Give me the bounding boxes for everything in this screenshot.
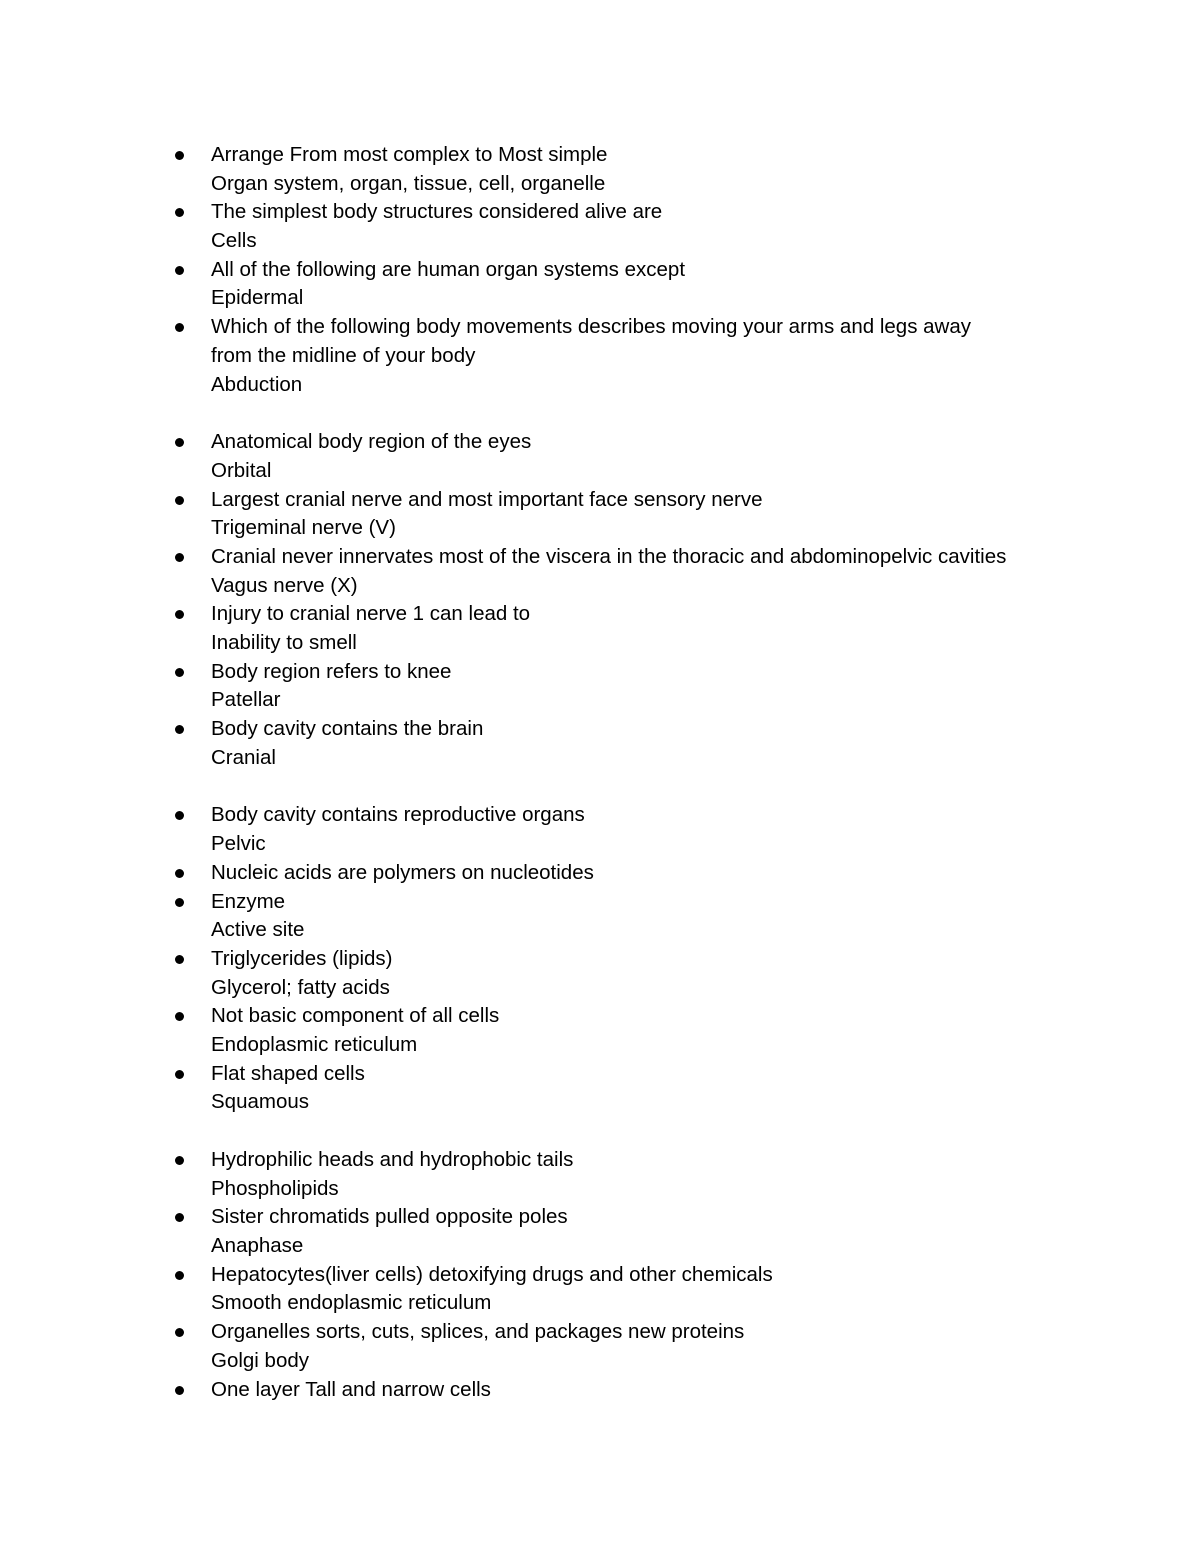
list-item <box>0 658 1071 715</box>
bullet-icon <box>175 1156 184 1165</box>
answer-text: Anaphase <box>211 1234 304 1258</box>
question-text: Arrange From most complex to Most simple <box>211 143 608 166</box>
question-text: Enzyme <box>211 889 286 913</box>
question-text: Triglycerides (lipids) <box>211 946 393 970</box>
bullet-icon <box>175 1386 184 1395</box>
bullet-icon <box>175 151 184 160</box>
question-text: The simplest body structures considered alive are <box>211 200 663 224</box>
bullet-icon <box>175 1012 184 1021</box>
answer-text: Endoplasmic reticulum <box>211 1032 418 1056</box>
bullet-icon <box>175 1213 184 1222</box>
bullet-icon <box>175 438 184 447</box>
answer-text: from the midline of your body <box>211 343 476 367</box>
list-item <box>0 543 1071 600</box>
question-text: Body cavity contains the brain <box>211 717 484 741</box>
list-item <box>0 1318 1071 1375</box>
answer-text: Epidermal <box>211 286 304 310</box>
question-text: Flat shaped cells <box>211 1061 365 1085</box>
list-item <box>0 1060 1071 1117</box>
bullet-icon <box>175 811 184 820</box>
answer-text: Trigeminal nerve (V) <box>211 516 396 540</box>
question-text: Hydrophilic heads and hydrophobic tails <box>211 1148 574 1171</box>
answer-text: Phospholipids <box>211 1176 339 1200</box>
list-item <box>0 1261 1071 1318</box>
answer-text: Orbital <box>211 458 272 482</box>
list-item <box>0 859 1071 888</box>
bullet-icon <box>175 1070 184 1079</box>
answer-text: Cells <box>211 229 257 253</box>
bullet-icon <box>175 869 184 878</box>
answer-text: Abduction <box>211 372 303 396</box>
question-text: Sister chromatids pulled opposite poles <box>211 1205 568 1229</box>
list-item <box>0 1203 1071 1260</box>
bullet-icon <box>175 725 184 734</box>
answer-text: Squamous <box>211 1090 310 1114</box>
bullet-icon <box>175 553 184 562</box>
answer-text: Cranial <box>211 745 276 769</box>
question-text: Which of the following body movements describes moving your arms and legs away <box>211 315 971 339</box>
answer-text: Patellar <box>211 688 281 712</box>
list-item <box>0 198 1071 255</box>
bullet-icon <box>175 1271 184 1280</box>
question-text: Anatomical body region of the eyes <box>211 430 532 454</box>
answer-text: Vagus nerve (X) <box>211 573 358 597</box>
bullet-icon <box>175 668 184 677</box>
list-item <box>0 141 1071 198</box>
answer-text: Pelvic <box>211 832 266 856</box>
question-text: Cranial never innervates most of the viscera in the thoracic and abdominopelvic cavities <box>211 544 1007 568</box>
answer-text: Smooth endoplasmic reticulum <box>211 1291 492 1315</box>
list-item <box>0 1002 1071 1059</box>
list-item <box>0 256 1071 313</box>
answer-text: Inability to smell <box>211 631 357 654</box>
answer-text: Golgi body <box>211 1348 310 1372</box>
bullet-icon <box>175 496 184 505</box>
list-item <box>0 801 1071 858</box>
bullet-icon <box>175 898 184 907</box>
question-text: Body region refers to knee <box>211 659 452 683</box>
answer-text: Active site <box>211 918 305 942</box>
question-text: Largest cranial nerve and most important face sensory nerve <box>211 487 763 511</box>
list-item <box>0 600 1071 657</box>
bullet-icon <box>175 266 184 275</box>
list-item <box>0 888 1071 945</box>
question-text: Nucleic acids are polymers on nucleotides <box>211 860 594 884</box>
question-text: Not basic component of all cells <box>211 1004 500 1028</box>
question-text: Hepatocytes(liver cells) detoxifying drugs and other chemicals <box>211 1262 773 1286</box>
answer-text: Organ system, organ, tissue, cell, organelle <box>211 171 606 195</box>
question-text: Injury to cranial nerve 1 can lead to <box>211 602 531 626</box>
question-text: One layer Tall and narrow cells <box>211 1377 491 1401</box>
question-text: All of the following are human organ systems except <box>211 257 686 281</box>
list-item <box>0 313 1071 399</box>
list-item <box>0 945 1071 1002</box>
list-item <box>0 428 1071 485</box>
bullet-icon <box>175 1328 184 1337</box>
bullet-icon <box>175 208 184 217</box>
bullet-icon <box>175 610 184 619</box>
question-text: Organelles sorts, cuts, splices, and packages new proteins <box>211 1320 745 1344</box>
list-item <box>0 715 1071 772</box>
list-item <box>0 486 1071 543</box>
list-item <box>0 1146 1071 1203</box>
bullet-icon <box>175 323 184 332</box>
question-text: Body cavity contains reproductive organs <box>211 803 585 827</box>
question-answer-list <box>0 141 1200 1404</box>
bullet-icon <box>175 955 184 964</box>
answer-text: Glycerol; fatty acids <box>211 975 390 999</box>
list-item <box>0 1376 1071 1405</box>
